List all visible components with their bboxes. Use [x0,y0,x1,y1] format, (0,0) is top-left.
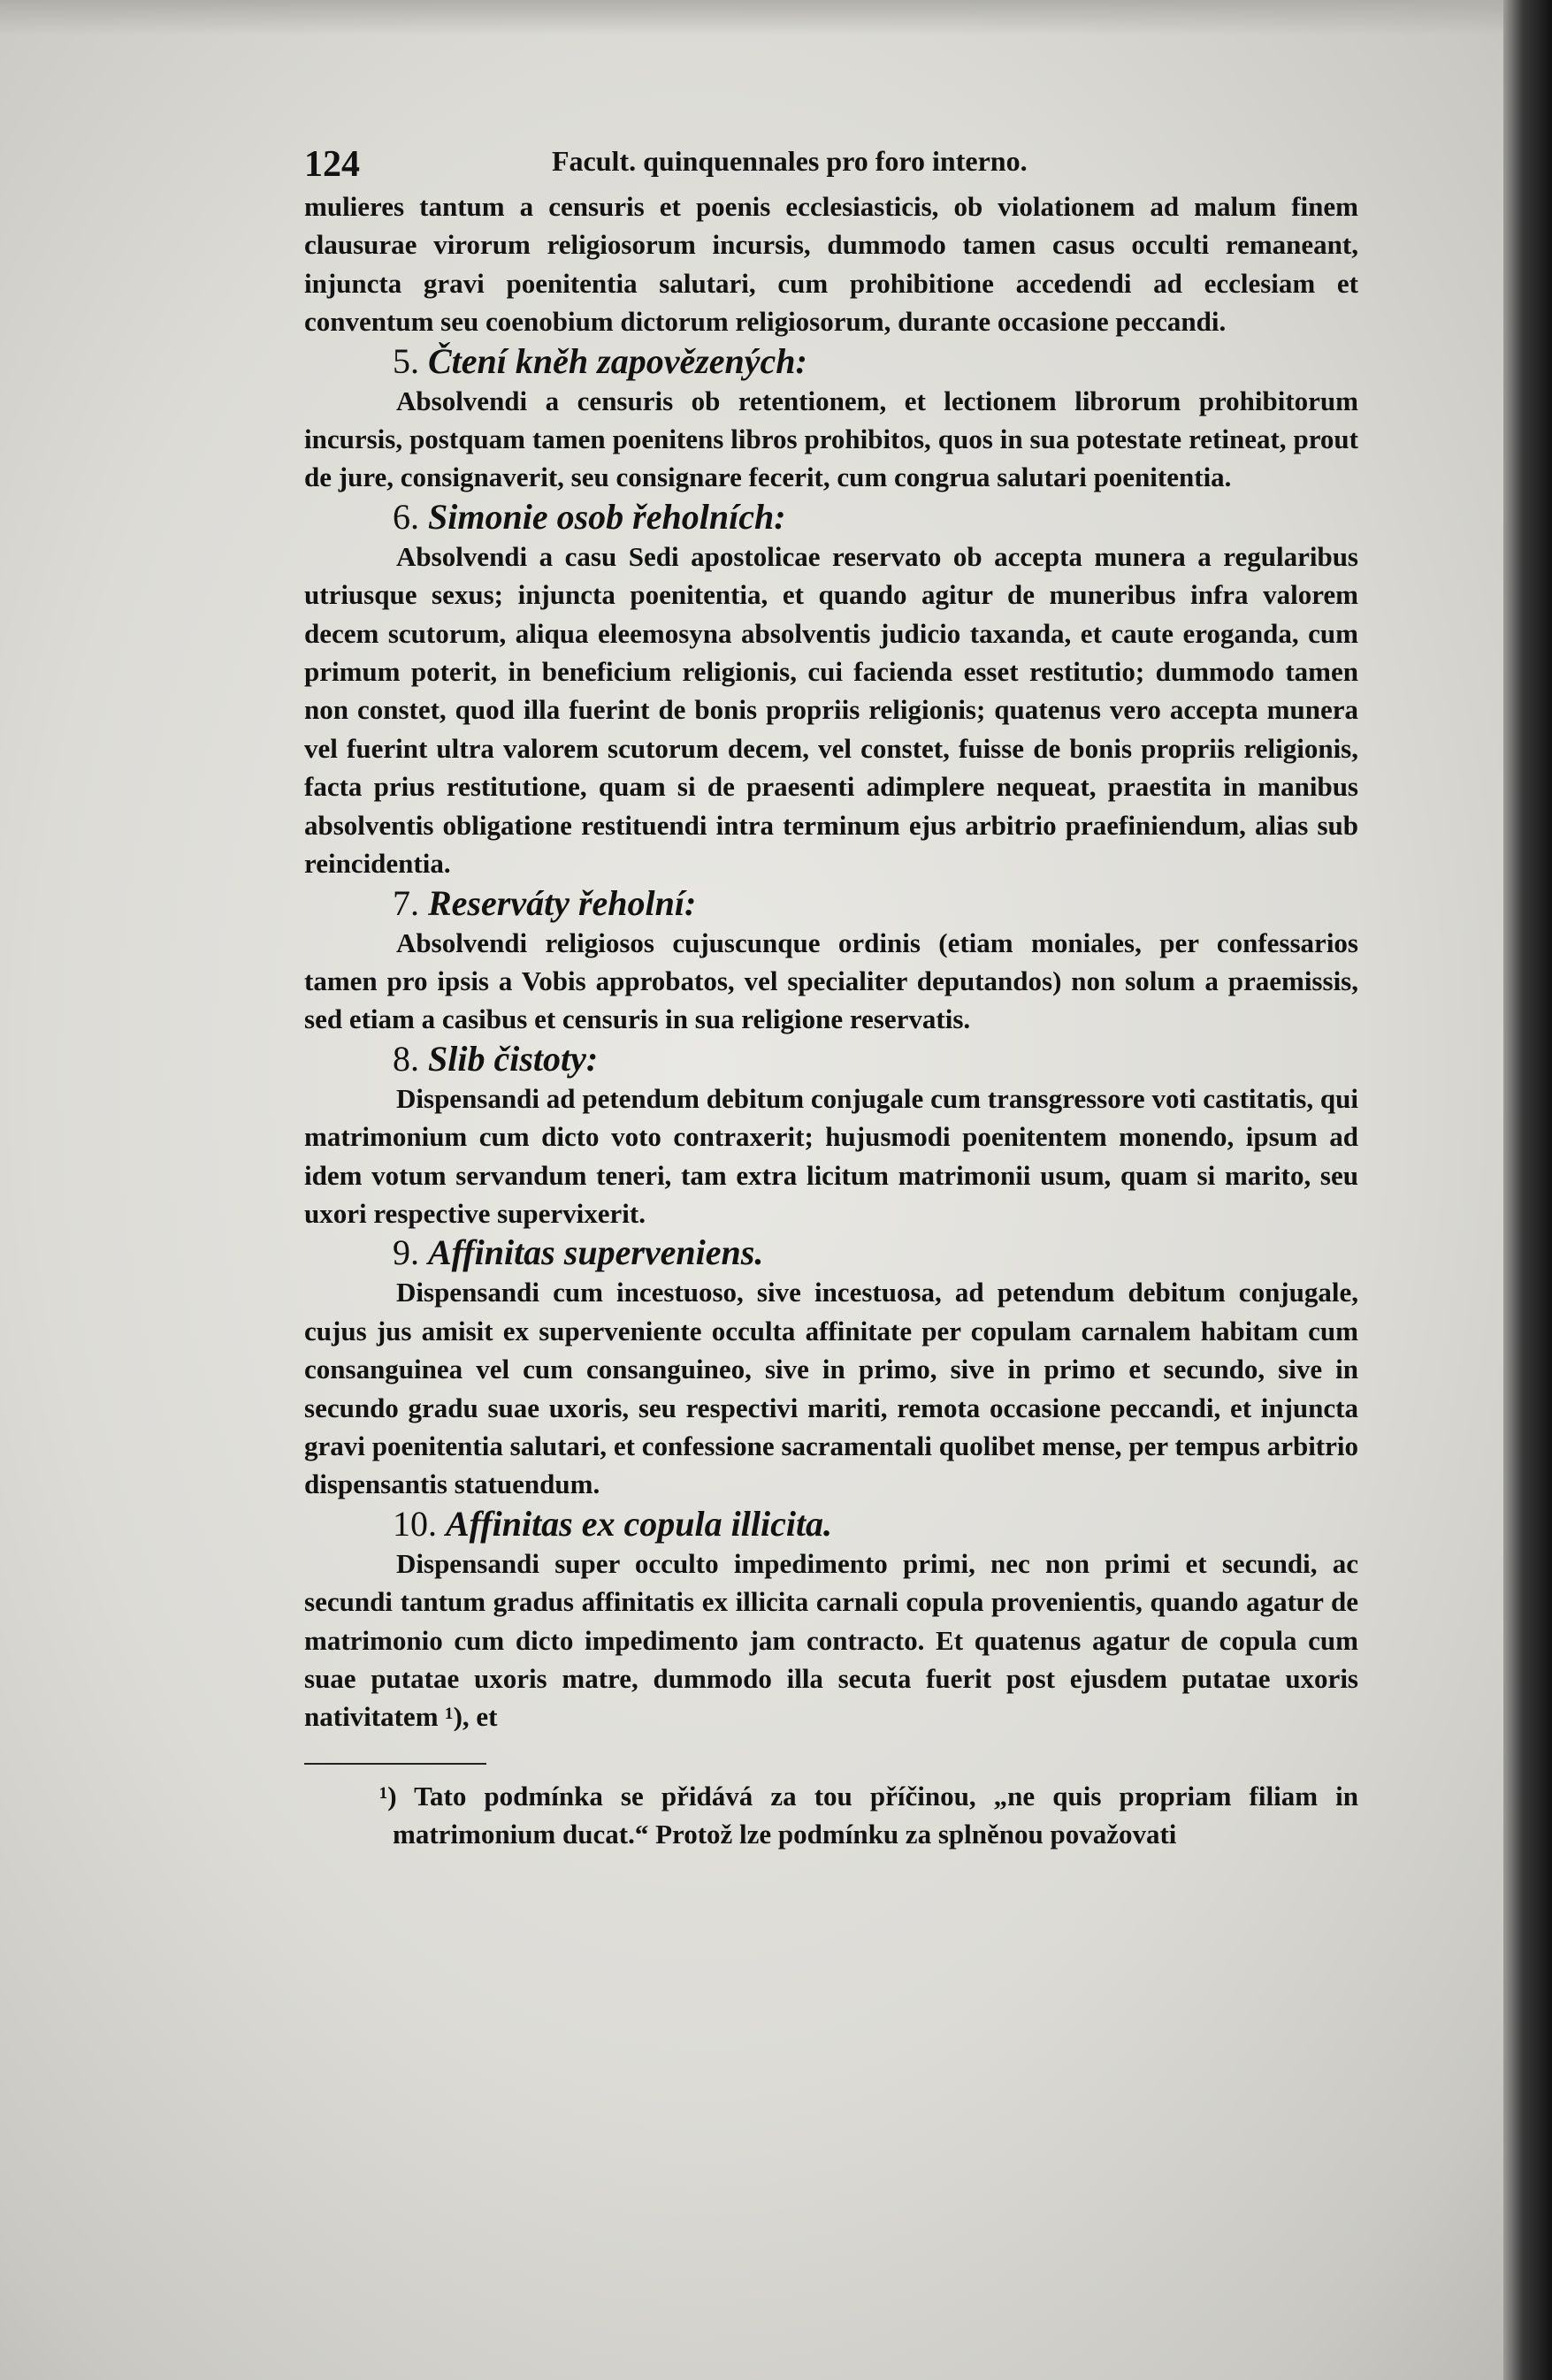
section-10 [304,1504,1358,1736]
footnote-rule [304,1763,486,1765]
intro-paragraph: mulieres tantum a censuris et poenis ecclesiasticis, ob violationem ad malum finem clausurae virorum religiosorum incursis, dummodo tamen casus occulti remaneant, injuncta gravi poenitentia salutari, cum prohibitione accedendi ad ecclesiam et conventum seu coenobium dictorum religiosorum, durante occasione peccandi. [304,191,1358,338]
section-heading [304,497,1358,538]
section-5 [304,341,1358,497]
footnote-text: Tato podmínka se přidává za tou příčinou, „ne quis propriam filiam in matrimonium ducat.“ Protož lze podmínku za splněnou považovati [393,1780,1358,1850]
footnote-marker: ¹) [379,1780,397,1812]
section-heading [304,1039,1358,1079]
section-number: 9. [393,1232,419,1273]
section-text: Absolvendi a censuris ob retentionem, et lectionem librorum prohibitorum incursis, postquam tamen poenitens libros prohibitos, quos in sua potestate retineat, prout de jure, consignaverit, seu consignare fecerit, cum congrua salutari poenitentia. [304,385,1358,493]
section-title: Affinitas superveniens. [428,1232,764,1273]
section-text: Dispensandi cum incestuoso, sive incestuosa, ad petendum debitum conjugale, cujus jus amisit ex superveniente occulta affinitate per copulam carnalem habitam cum consanguinea vel cum consanguineo, sive in primo, sive in primo et secundo, sive in secundo gradu suae uxoris, seu respectivi mariti, remota occasione peccandi, et injuncta gravi poenitentia salutari, et confessione sacramentali quolibet mense, per tempus arbitrio dispensantis statuendum. [304,1277,1358,1500]
footnote [304,1777,1358,1853]
page-content [304,133,1358,1853]
running-head: Facult. quinquennales pro foro interno. [552,145,1028,177]
section-number: 7. [393,882,419,923]
section-heading [304,883,1358,924]
section-number: 8. [393,1038,419,1079]
page-right-edge [1503,0,1552,2380]
section-9 [304,1232,1358,1503]
section-text: Dispensandi super occulto impedimento primi, nec non primi et secundi, ac secundi tantum gradus affinitatis ex illicita carnali copula provenientis, quando agatur de matrimonio cum dicto impedimento jam contracto. Et quatenus agatur de copula cum suae putatae uxoris matre, dummodo illa secuta fuerit post ejusdem putatae uxoris nativitatem ¹), et [304,1547,1358,1733]
section-heading [304,1504,1358,1545]
section-title: Čtení kněh zapovězených: [428,340,807,381]
section-text: Absolvendi religiosos cujuscunque ordinis (etiam moniales, per confessarios tamen pro ipsis a Vobis approbatos, vel specialiter deputandos) non solum a praemissis, sed etiam a casibus et censuris in sua religione reservatis. [304,927,1358,1035]
section-text: Absolvendi a casu Sedi apostolicae reservato ob accepta munera a regularibus utriusque sexus; injuncta poenitentia, et quando agitur de muneribus infra valorem decem scutorum, aliqua eleemosyna absolventis judicio taxanda, et caute eroganda, cum primum poterit, in beneficium religionis, cui facienda esset restitutio; dummodo tamen non constet, quod illa fuerint de bonis propriis religionis; quatenus vero accepta munera vel fuerint ultra valorem scutorum decem, vel constet, fuisse de bonis propriis religionis, facta prius restitutione, quam si de praesenti adimplere nequeat, praestita in manibus absolventis obligatione restituendi intra terminum ejus arbitrio praefiniendum, alias sub reincidentia. [304,540,1358,880]
section-title: Simonie osob řeholních: [428,496,786,537]
section-6 [304,497,1358,883]
section-number: 5. [393,340,419,381]
section-title: Slib čistoty: [428,1038,599,1079]
section-heading [304,1232,1358,1273]
section-text: Dispensandi ad petendum debitum conjugale cum transgressore voti castitatis, qui matrimonium cum dicto voto contraxerit; hujusmodi poenitentem monendo, ipsum ad idem votum servandum teneri, tam extra licitum matrimonii usum, quam si marito, seu uxori respective supervixerit. [304,1082,1358,1229]
section-heading [304,341,1358,382]
footnote-paragraph [379,1777,1358,1853]
page-top-shadow [0,0,1503,35]
section-title: Reserváty řeholní: [428,882,697,923]
section-title: Affinitas ex copula illicita. [446,1503,833,1544]
section-number: 6. [393,496,419,537]
section-7 [304,883,1358,1039]
page-header [304,133,1358,187]
section-8 [304,1039,1358,1233]
page-number: 124 [304,144,360,185]
section-number: 10. [393,1503,437,1544]
